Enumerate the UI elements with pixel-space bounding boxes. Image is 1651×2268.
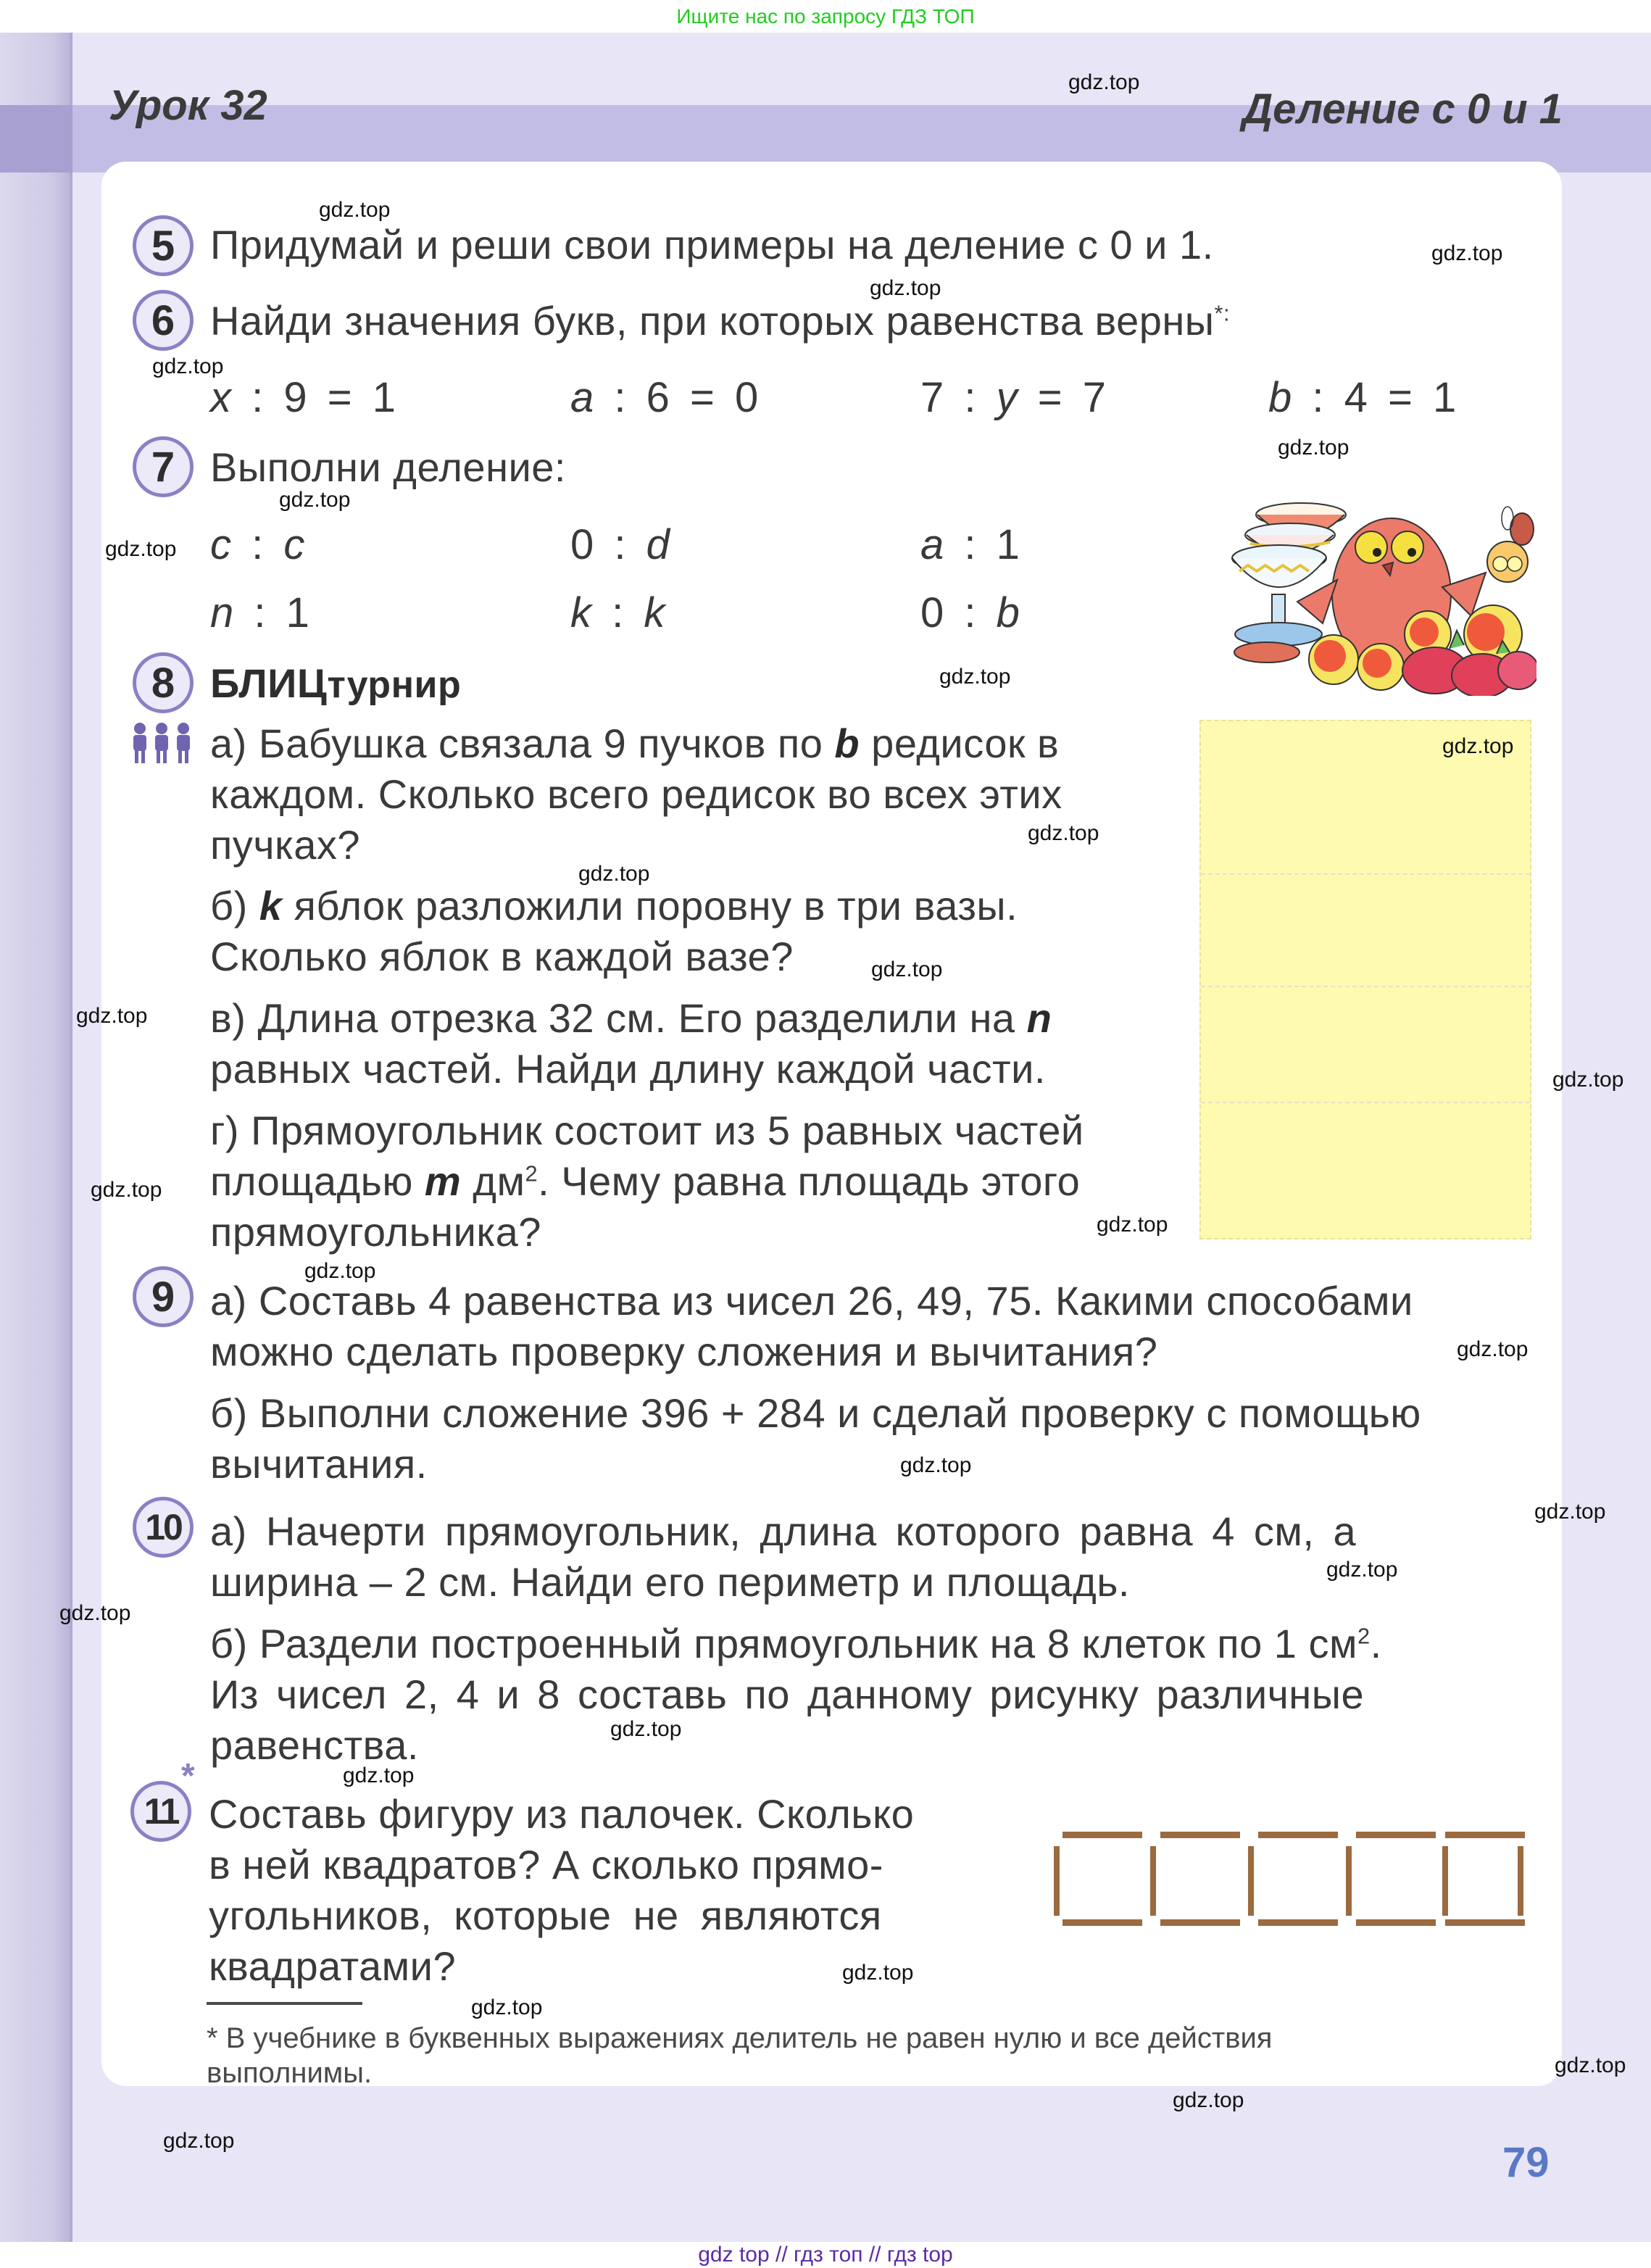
task-8b-line1 bbox=[210, 882, 1018, 929]
task-5-text: Придумай и реши свои примеры на деление с 0 и 1. bbox=[210, 222, 1214, 267]
task-8a-line2: каждом. Сколько всего редисок во всех этих bbox=[210, 771, 1062, 817]
superscript: 2 bbox=[1357, 1623, 1371, 1649]
task-9a-line1: а) Составь 4 равенства из чисел 26, 49, 75. Какими способами bbox=[210, 1278, 1413, 1324]
watermark: gdz.top bbox=[939, 665, 1011, 689]
dashed-divider bbox=[1201, 873, 1530, 875]
page-gutter bbox=[0, 33, 72, 2242]
watermark: gdz.top bbox=[1068, 70, 1140, 94]
watermark: gdz.top bbox=[1457, 1337, 1529, 1361]
task-9b-line2: вычитания. bbox=[210, 1441, 428, 1487]
task-11-line1: Составь фигуру из палочек. Сколько bbox=[209, 1791, 915, 1837]
watermark: gdz.top bbox=[1555, 2053, 1626, 2077]
expression-3 bbox=[920, 520, 1024, 569]
watermark: gdz.top bbox=[152, 354, 224, 378]
task-9a-line2: можно сделать проверку сложения и вычитания? bbox=[210, 1329, 1158, 1374]
task-6-instruction: Найди значения букв, при которых равенства верны bbox=[210, 298, 1215, 344]
top-banner: Ищите нас по запросу ГДЗ ТОП bbox=[0, 0, 1651, 33]
group-work-icon bbox=[129, 721, 194, 765]
text: б) Раздели построенный прямоугольник на 8 клеток по 1 см bbox=[210, 1621, 1357, 1666]
watermark: gdz.top bbox=[59, 1601, 131, 1625]
text: в) Длина отрезка 32 см. Его разделили на bbox=[210, 995, 1027, 1041]
task-11-line4: квадратами? bbox=[209, 1943, 457, 1989]
task-number-badge-10: 10 bbox=[133, 1497, 194, 1558]
operator: : bbox=[238, 589, 286, 636]
task-8d-line1: г) Прямоугольник состоит из 5 равных частей bbox=[210, 1108, 1084, 1153]
dashed-divider bbox=[1201, 986, 1530, 987]
operator: : bbox=[948, 589, 997, 636]
operand: d bbox=[646, 521, 674, 568]
task-8d-line2 bbox=[210, 1158, 1080, 1205]
footnote-line2: выполнимы. bbox=[207, 2057, 373, 2089]
task-number-badge-6: 6 bbox=[133, 290, 194, 351]
task-8c-line2: равных частей. Найди длину каждой части. bbox=[210, 1046, 1046, 1092]
task-6-text bbox=[210, 297, 1230, 344]
task-10b-line2: Из чисел 2, 4 и 8 составь по данному рисунку различные bbox=[210, 1671, 1365, 1717]
footnote-divider bbox=[207, 2002, 362, 2005]
operator: : bbox=[948, 521, 997, 568]
task-8c-line1 bbox=[210, 994, 1052, 1042]
expression-5 bbox=[570, 589, 669, 637]
text: площадью bbox=[210, 1158, 425, 1204]
text: яблок разложили поровну в три вазы. bbox=[282, 883, 1018, 929]
text: б) bbox=[210, 883, 259, 929]
watermark: gdz.top bbox=[319, 198, 391, 222]
text: редисок в bbox=[860, 720, 1060, 766]
watermark: gdz.top bbox=[900, 1453, 972, 1477]
operator: : bbox=[596, 589, 644, 636]
lesson-topic: Деление с 0 и 1 bbox=[1242, 86, 1563, 133]
watermark: gdz.top bbox=[578, 862, 650, 886]
operand: a bbox=[920, 521, 949, 568]
page-number: 79 bbox=[1502, 2139, 1550, 2186]
task-10a-line1: а) Начерти прямоугольник, длина которого равна 4 см, а bbox=[210, 1508, 1357, 1554]
task-8d-line3: прямоугольника? bbox=[210, 1209, 541, 1255]
yellow-note-box bbox=[1199, 720, 1531, 1239]
equation-2 bbox=[570, 373, 762, 422]
variable: m bbox=[424, 1158, 462, 1204]
matchstick-squares-figure bbox=[1054, 1821, 1525, 1937]
variable: y bbox=[996, 374, 1022, 421]
gutter-band bbox=[0, 105, 72, 173]
lesson-number: Урок 32 bbox=[109, 82, 267, 129]
operator: : bbox=[598, 521, 646, 568]
watermark: gdz.top bbox=[1173, 2088, 1244, 2112]
unit: дм bbox=[461, 1158, 525, 1204]
task-number-badge-8: 8 bbox=[133, 652, 194, 713]
variable: a bbox=[570, 374, 599, 421]
variable: b bbox=[1268, 374, 1297, 421]
equation-1 bbox=[210, 373, 400, 422]
title-rest-part: турнир bbox=[327, 664, 462, 706]
watermark: gdz.top bbox=[870, 276, 941, 300]
watermark: gdz.top bbox=[471, 1995, 543, 2019]
watermark: gdz.top bbox=[1534, 1500, 1606, 1524]
operand: b bbox=[996, 589, 1024, 636]
footnote-marker: *: bbox=[1214, 300, 1231, 326]
operand: 1 bbox=[286, 589, 314, 636]
watermark: gdz.top bbox=[1552, 1068, 1624, 1092]
watermark: gdz.top bbox=[1431, 241, 1503, 265]
text: . Чему равна площадь этого bbox=[538, 1158, 1081, 1204]
operand: 1 bbox=[996, 521, 1024, 568]
task-11-line3: угольников, которые не являются bbox=[209, 1893, 882, 1938]
watermark: gdz.top bbox=[1278, 436, 1350, 460]
task-7-text: Выполни деление: bbox=[210, 444, 566, 490]
task-10b-line1 bbox=[210, 1620, 1382, 1667]
task-10b-line3: равенства. bbox=[210, 1722, 419, 1768]
task-number-badge-9: 9 bbox=[133, 1266, 194, 1327]
variable: b bbox=[834, 720, 860, 766]
task-8a-line3: пучках? bbox=[210, 822, 361, 868]
equation-rest: : 9 = 1 bbox=[236, 374, 400, 421]
watermark: gdz.top bbox=[1028, 821, 1099, 845]
equation-pre: 7 : bbox=[920, 374, 997, 421]
task-8-title bbox=[210, 660, 461, 707]
dashed-divider bbox=[1201, 1102, 1530, 1103]
watermark: gdz.top bbox=[163, 2129, 235, 2153]
watermark: gdz.top bbox=[1097, 1213, 1168, 1237]
operand: k bbox=[570, 589, 596, 636]
title-bold-part: БЛИЦ bbox=[210, 660, 328, 706]
operand: 0 bbox=[570, 521, 599, 568]
task-10a-line2: ширина – 2 см. Найди его периметр и площадь. bbox=[210, 1559, 1130, 1605]
operand: k bbox=[644, 589, 670, 636]
watermark: gdz.top bbox=[343, 1764, 415, 1787]
operator: : bbox=[236, 521, 284, 568]
task-8a-line1 bbox=[210, 720, 1059, 767]
watermark: gdz.top bbox=[1442, 734, 1514, 758]
variable: x bbox=[210, 374, 236, 421]
owl-illustration bbox=[1218, 478, 1536, 696]
bottom-banner: gdz top // гдз топ // гдз top bbox=[0, 2242, 1651, 2268]
task-number-badge-11: 11 bbox=[130, 1781, 191, 1842]
operand: n bbox=[210, 589, 238, 636]
text: . bbox=[1370, 1621, 1382, 1666]
watermark: gdz.top bbox=[304, 1259, 376, 1283]
watermark: gdz.top bbox=[91, 1178, 162, 1202]
difficulty-star-icon: * bbox=[181, 1757, 195, 1795]
equation-rest: : 4 = 1 bbox=[1296, 374, 1461, 421]
watermark: gdz.top bbox=[76, 1004, 148, 1028]
watermark: gdz.top bbox=[871, 958, 943, 981]
expression-6 bbox=[920, 589, 1024, 637]
expression-4 bbox=[210, 589, 314, 637]
superscript: 2 bbox=[525, 1160, 538, 1187]
footnote-line1: * В учебнике в буквенных выражениях делитель не равен нулю и все действия bbox=[207, 2022, 1273, 2054]
watermark: gdz.top bbox=[1326, 1558, 1398, 1582]
task-8b-line2: Сколько яблок в каждой вазе? bbox=[210, 934, 794, 979]
task-number-badge-7: 7 bbox=[133, 436, 194, 497]
text: а) Бабушка связала 9 пучков по bbox=[210, 720, 835, 766]
operand: c bbox=[210, 521, 236, 568]
operand: 0 bbox=[920, 589, 949, 636]
watermark: gdz.top bbox=[610, 1717, 682, 1741]
equation-rest: = 7 bbox=[1021, 374, 1110, 421]
watermark: gdz.top bbox=[842, 1961, 914, 1985]
expression-2 bbox=[570, 520, 674, 569]
task-number-badge-5: 5 bbox=[133, 215, 194, 276]
expression-1 bbox=[210, 520, 309, 569]
watermark: gdz.top bbox=[279, 488, 351, 512]
operand: c bbox=[283, 521, 309, 568]
equation-4 bbox=[1268, 373, 1460, 422]
equation-rest: : 6 = 0 bbox=[598, 374, 763, 421]
watermark: gdz.top bbox=[105, 537, 177, 561]
equation-3 bbox=[920, 373, 1110, 422]
variable: n bbox=[1026, 995, 1052, 1041]
variable: k bbox=[259, 883, 283, 929]
task-9b-line1: б) Выполни сложение 396 + 284 и сделай проверку с помощью bbox=[210, 1390, 1421, 1436]
task-11-line2: в ней квадратов? А сколько прямо- bbox=[209, 1842, 883, 1887]
